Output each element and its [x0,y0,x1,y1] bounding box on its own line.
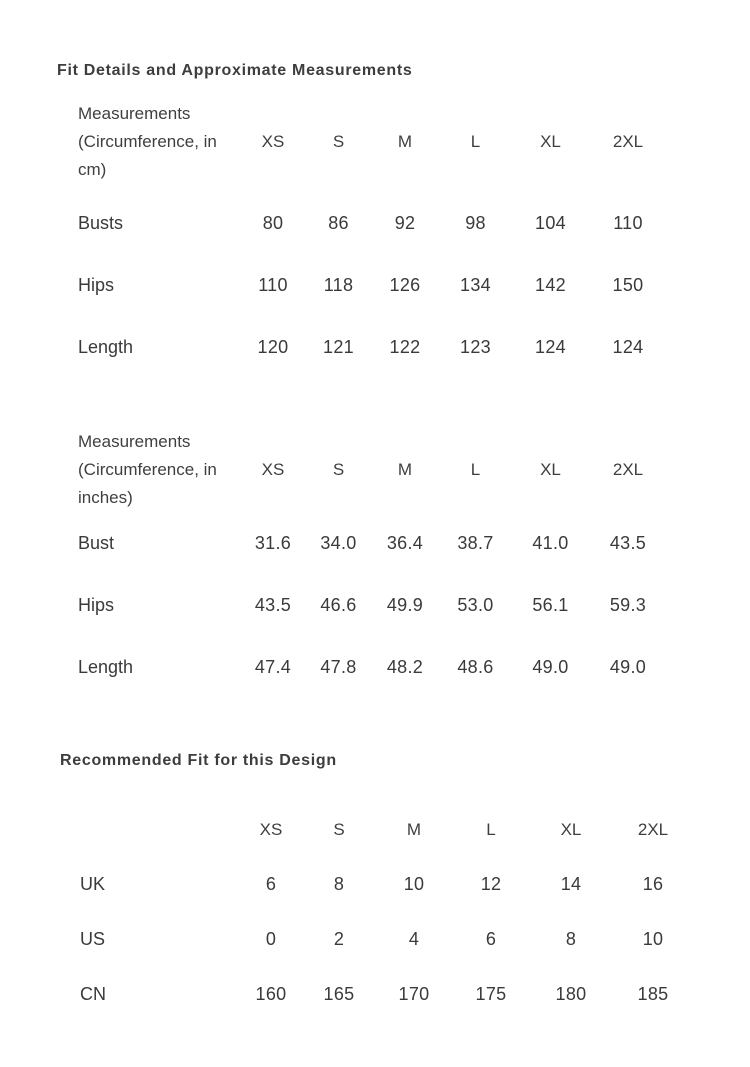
cell-value: 47.8 [320,656,357,677]
cell-value: 6 [485,929,497,949]
cell-value: 41.0 [532,532,569,553]
table-row-us-sizes [80,912,694,967]
cell-value: 48.6 [457,656,494,677]
cell-value: 43.5 [609,532,647,553]
cell-value: 150 [612,274,644,295]
table-row-bust-inches [78,512,667,574]
cell-value: 8 [333,874,345,894]
row-label: US [80,929,106,949]
size-column-header-xl: XL [560,819,582,839]
cell-value: 53.0 [457,594,494,615]
size-column-header-2xl: 2XL [612,132,644,151]
cell-value: 80 [262,212,284,233]
row-label: Bust [78,532,115,553]
measurements-inches-table [78,428,667,698]
cell-value: 185 [637,984,669,1004]
cell-value: 48.2 [386,656,424,677]
cell-value: 34.0 [320,532,357,553]
cell-value: 175 [475,984,507,1004]
cell-value: 118 [323,274,354,295]
cell-value: 170 [398,984,430,1004]
cell-value: 123 [460,336,491,357]
cell-value: 110 [613,212,643,233]
cell-value: 46.6 [320,594,357,615]
row-label: Hips [78,274,115,295]
table-row-length-cm [78,316,667,378]
cell-value: 49.0 [609,656,647,677]
cell-value: 98 [465,212,486,233]
size-column-header-l: L [470,132,481,151]
row-label: Length [78,336,134,357]
cell-value: 56.1 [532,594,569,615]
cell-value: 49.9 [386,594,424,615]
measurements-inches-header-row [78,428,667,512]
size-column-header-s: S [332,132,345,151]
measurements-cm-table [78,100,667,378]
table-row-hips-inches [78,574,667,636]
size-column-header-xs: XS [261,132,285,151]
size-column-header-l: L [470,460,481,479]
table-row-length-inches [78,636,667,698]
size-column-header-m: M [397,460,413,479]
measurements-cm-header-label: Measurements (Circumference, in cm) [78,104,217,179]
cell-value: 134 [460,274,491,295]
size-column-header-xs: XS [261,460,285,479]
cell-value: 47.4 [254,656,292,677]
table-row-uk-sizes [80,857,694,912]
size-column-header-xl: XL [540,460,561,479]
size-column-header-xs: XS [259,819,283,839]
cell-value: 49.0 [532,656,569,677]
cell-value: 8 [565,929,577,949]
cell-value: 180 [555,984,587,1004]
size-column-header-2xl: 2XL [637,819,669,839]
measurements-inches-header-label: Measurements (Circumference, in inches) [78,432,217,507]
table-row-busts-cm [78,192,667,254]
size-column-header-2xl: 2XL [612,460,644,479]
cell-value: 0 [265,929,277,949]
cell-value: 43.5 [254,594,292,615]
measurements-cm-header-row [78,100,667,184]
cell-value: 124 [612,336,644,357]
cell-value: 14 [560,874,582,894]
size-column-header-m: M [406,819,422,839]
cell-value: 86 [328,212,349,233]
cell-value: 120 [257,336,289,357]
recommended-fit-table [80,802,694,1022]
cell-value: 2 [333,929,345,949]
cell-value: 59.3 [609,594,647,615]
row-label: UK [80,874,106,894]
size-column-header-s: S [333,819,345,839]
table-row-cn-sizes [80,967,694,1022]
cell-value: 160 [255,984,287,1004]
cell-value: 38.7 [457,532,494,553]
table-row-hips-cm [78,254,667,316]
cell-value: 31.6 [254,532,292,553]
cell-value: 10 [403,874,425,894]
row-label: Busts [78,212,124,233]
cell-value: 36.4 [386,532,424,553]
cell-value: 142 [535,274,566,295]
recommended-fit-header-row [80,802,694,857]
cell-value: 92 [394,212,416,233]
size-column-header-xl: XL [540,132,561,151]
size-column-header-s: S [332,460,345,479]
row-label: CN [80,984,106,1004]
cell-value: 165 [323,984,355,1004]
cell-value: 4 [408,929,420,949]
size-column-header-m: M [397,132,413,151]
cell-value: 122 [389,336,421,357]
cell-value: 126 [389,274,421,295]
row-label: Hips [78,594,115,615]
cell-value: 124 [535,336,566,357]
cell-value: 6 [265,874,277,894]
cell-value: 16 [642,874,664,894]
size-column-header-l: L [486,819,496,839]
cell-value: 10 [642,929,664,949]
cell-value: 12 [480,874,502,894]
cell-value: 104 [535,212,566,233]
fit-details-heading: Fit Details and Approximate Measurements [57,62,413,79]
cell-value: 110 [258,274,288,295]
recommended-fit-heading: Recommended Fit for this Design [60,752,337,769]
row-label: Length [78,656,134,677]
cell-value: 121 [323,336,354,357]
